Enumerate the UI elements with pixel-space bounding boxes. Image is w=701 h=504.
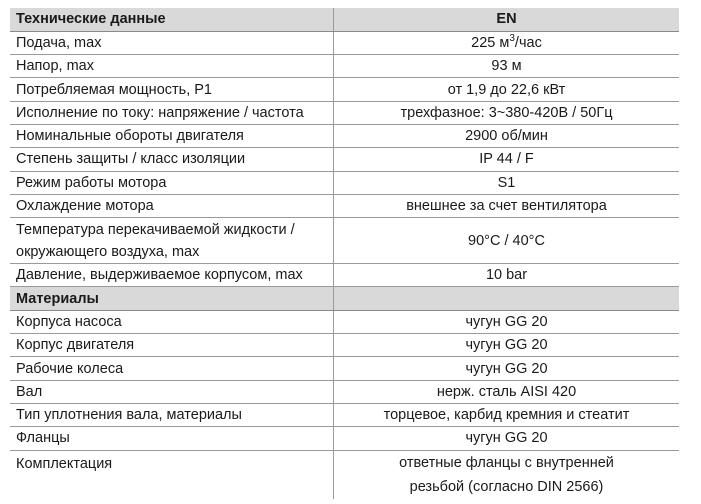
row-label: Исполнение по току: напряжение / частота [10, 101, 334, 124]
row-label: Комплектация [10, 450, 334, 499]
row-label: Тип уплотнения вала, материалы [10, 403, 334, 426]
technical-data-table [10, 8, 679, 499]
row-label: Потребляемая мощность, P1 [10, 78, 334, 101]
row-label: Вал [10, 380, 334, 403]
row-label: Напор, max [10, 55, 334, 78]
row-label: Рабочие колеса [10, 357, 334, 380]
table-row [10, 194, 679, 217]
table-row [10, 403, 679, 426]
row-label: Охлаждение мотора [10, 194, 334, 217]
row-label: Степень защиты / класс изоляции [10, 148, 334, 171]
row-value-line: резьбой (согласно DIN 2566) [409, 478, 604, 495]
table-row [10, 334, 679, 357]
row-label: Фланцы [10, 427, 334, 450]
row-value: чугун GG 20 [334, 334, 680, 357]
table-row [10, 55, 679, 78]
row-value: трехфазное: 3~380-420В / 50Гц [334, 101, 680, 124]
row-value: 93 м [334, 55, 680, 78]
table-row-pressure [10, 264, 679, 287]
materials-header-row [10, 287, 679, 310]
row-value: торцевое, карбид кремния и стеатит [334, 403, 680, 426]
materials-header-label: Материалы [10, 287, 334, 310]
table-row-temperature [10, 218, 679, 264]
flow-value-exponent: 3 [509, 33, 515, 45]
table-row-flow [10, 31, 679, 54]
row-value: нерж. сталь AISI 420 [334, 380, 680, 403]
materials-header-value [334, 287, 680, 310]
table-header-row [10, 8, 679, 31]
row-value [334, 450, 680, 499]
table-row [10, 380, 679, 403]
table-row-kit [10, 450, 679, 499]
row-value: S1 [334, 171, 680, 194]
header-model: EN [334, 8, 680, 31]
row-value: 90°C / 40°C [334, 218, 680, 264]
row-value-line: ответные фланцы с внутренней [399, 454, 614, 471]
flow-value-unit: /час [514, 34, 542, 51]
row-label: Корпус двигателя [10, 334, 334, 357]
row-label: Номинальные обороты двигателя [10, 124, 334, 147]
row-label: Режим работы мотора [10, 171, 334, 194]
row-value: 10 bar [334, 264, 680, 287]
row-value: IP 44 / F [334, 148, 680, 171]
table-row [10, 357, 679, 380]
row-label-line: Температура перекачиваемой жидкости / [16, 221, 295, 238]
table-row [10, 310, 679, 333]
row-label-line: окружающего воздуха, max [16, 243, 200, 260]
row-label: Давление, выдерживаемое корпусом, max [10, 264, 334, 287]
row-label: Корпуса насоса [10, 310, 334, 333]
row-value: от 1,9 до 22,6 кВт [334, 78, 680, 101]
table-row [10, 101, 679, 124]
row-value: чугун GG 20 [334, 310, 680, 333]
header-label: Технические данные [10, 8, 334, 31]
row-value [334, 31, 680, 54]
row-label [10, 218, 334, 264]
table-row [10, 171, 679, 194]
row-label: Подача, max [10, 31, 334, 54]
table-row [10, 148, 679, 171]
row-value: внешнее за счет вентилятора [334, 194, 680, 217]
row-value: чугун GG 20 [334, 357, 680, 380]
row-value: чугун GG 20 [334, 427, 680, 450]
table-row [10, 427, 679, 450]
table-row [10, 78, 679, 101]
row-value: 2900 об/мин [334, 124, 680, 147]
flow-value-main: 225 м [471, 34, 510, 51]
table-row [10, 124, 679, 147]
